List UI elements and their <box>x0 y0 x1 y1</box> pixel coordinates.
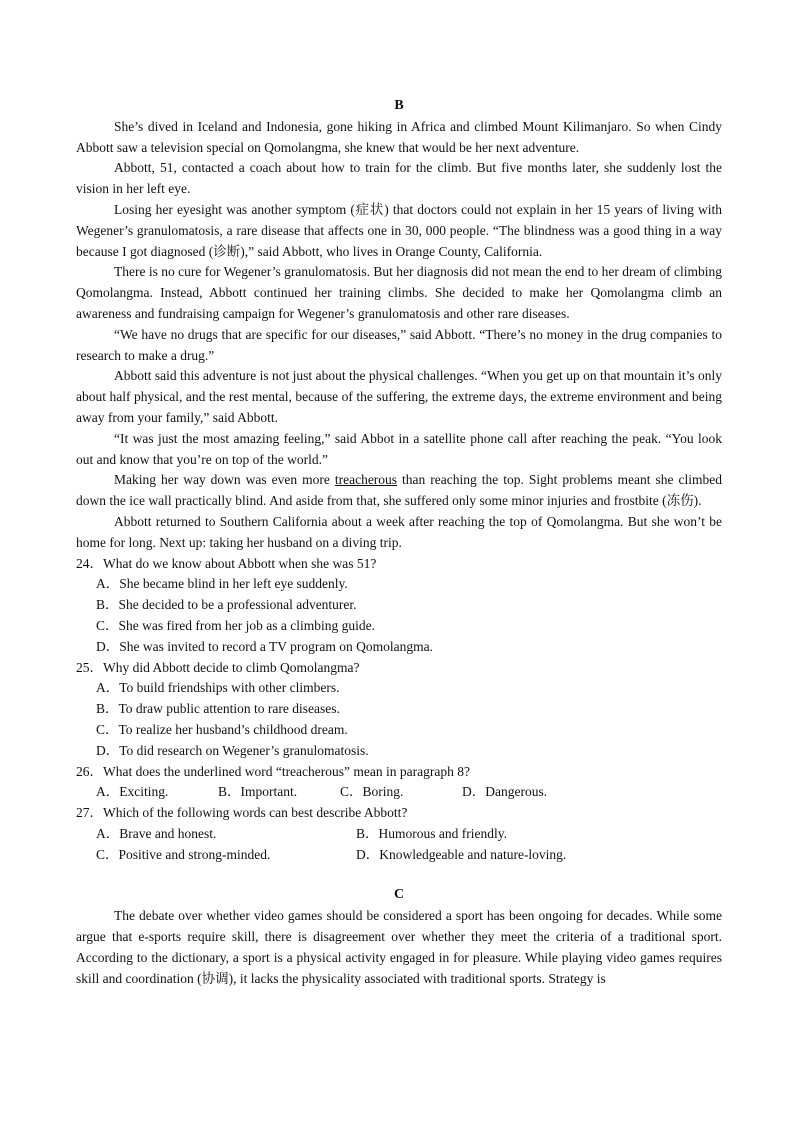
document-page <box>76 96 722 989</box>
question-26-options-row <box>76 782 722 803</box>
question-24-option-d: D．She was invited to record a TV program on Qomolangma. <box>96 638 433 654</box>
section-b-paragraph-4: There is no cure for Wegener’s granulomatosis. But her diagnosis did not mean the end to her dream of climbing Qomolangma. Instead, Abbott continued her training climbs. She decided to make her Qomolangma climb an awareness and fundraising campaign for Wegener’s granulomatosis and other rare diseases. <box>76 264 723 321</box>
question-24-option-b: B．She decided to be a professional adventurer. <box>96 597 357 613</box>
question-27-option-b: B．Humorous and friendly. <box>356 825 507 841</box>
question-24-option-c: C．She was fired from her job as a climbing guide. <box>96 617 375 633</box>
question-25-stem: 25．Why did Abbott decide to climb Qomolangma? <box>76 659 360 675</box>
question-27-option-c: C．Positive and strong-minded. <box>96 846 271 862</box>
section-b-paragraph-1: She’s dived in Iceland and Indonesia, gone hiking in Africa and climbed Mount Kilimanjaro. So when Cindy Abbott saw a television special on Qomolangma, she knew that would be her next adventure. <box>76 118 722 155</box>
question-25-option-a: A．To build friendships with other climbers. <box>96 680 340 696</box>
question-26-option-c: C．Boring. <box>340 784 404 800</box>
question-25-option-c: C．To realize her husband’s childhood dream. <box>96 721 348 737</box>
section-b-paragraph-3: Losing her eyesight was another symptom (症状) that doctors could not explain in her 15 years of living with Wegener’s granulomatosis, a rare disease that affects one in 30, 000 people. “The blindness was a good thing in a way because I got diagnosed (诊断),” said Abbott, who lives in Orange County, California. <box>76 201 722 259</box>
section-b-heading: B <box>394 98 404 113</box>
section-b-paragraph-7: “It was just the most amazing feeling,” said Abbot in a satellite phone call after reaching the peak. “You look out and know that you’re on top of the world.” <box>76 430 722 467</box>
section-c-heading: C <box>393 887 405 903</box>
question-25 <box>76 658 722 762</box>
question-26-stem: 26．What does the underlined word “treacherous” mean in paragraph 8? <box>76 763 470 779</box>
section-b-paragraph-9: Abbott returned to Southern California about a week after reaching the top of Qomolangma. But she won’t be home for long. Next up: taking her husband on a diving trip. <box>76 513 722 550</box>
section-b-paragraph-5: “We have no drugs that are specific for our diseases,” said Abbott. “There’s no money in the drug companies to research to make a drug.” <box>76 326 722 363</box>
section-c-paragraph-1: The debate over whether video games should be considered a sport has been ongoing for decades. While some argue that e-sports require skill, there is disagreement over whether they meet the criteria of a traditional sport. According to the dictionary, a sport is a physical activity engaged in for pleasure. While playing video games requires skill and coordination (协调), it lacks the physicality associated with traditional sports. Strategy is <box>76 908 722 986</box>
question-26-option-a: A．Exciting. <box>96 784 169 800</box>
paragraph-8-text-before: Making her way down was even more <box>114 472 335 488</box>
section-b-paragraph-8 <box>76 470 722 512</box>
question-27-stem: 27．Which of the following words can best describe Abbott? <box>76 805 408 821</box>
question-27-options-row-2 <box>76 845 722 866</box>
question-25-option-b: B．To draw public attention to rare diseases. <box>96 701 340 717</box>
question-26-option-d: D．Dangerous. <box>462 784 548 800</box>
underlined-word-treacherous: treacherous <box>334 472 398 488</box>
question-26-option-b: B．Important. <box>218 784 298 800</box>
question-27-options-row-1 <box>76 824 722 845</box>
question-24-option-a: A．She became blind in her left eye suddenly. <box>96 576 348 592</box>
question-26 <box>76 762 722 804</box>
section-spacer <box>76 865 722 885</box>
section-b-paragraph-2: Abbott, 51, contacted a coach about how to train for the climb. But five months later, she suddenly lost the vision in her left eye. <box>76 160 722 197</box>
question-24-stem: 24．What do we know about Abbott when she was 51? <box>76 555 377 571</box>
question-27-option-d: D．Knowledgeable and nature-loving. <box>356 846 567 862</box>
question-24 <box>76 554 722 658</box>
paragraph-8-text-after: than reaching the top. Sight problems meant she climbed down the ice wall practically blind. And aside from that, she suffered only some minor injuries and frostbite (冻伤). <box>76 472 722 509</box>
question-25-option-d: D．To did research on Wegener’s granulomatosis. <box>96 742 369 758</box>
section-b-paragraph-6: Abbott said this adventure is not just about the physical challenges. “When you get up on that mountain it’s only about half physical, and the rest mental, because of the suffering, the extreme days, the extreme environment and being away from your family,” said Abbott. <box>76 368 722 425</box>
question-27-option-a: A．Brave and honest. <box>96 825 217 841</box>
question-27 <box>76 803 722 865</box>
